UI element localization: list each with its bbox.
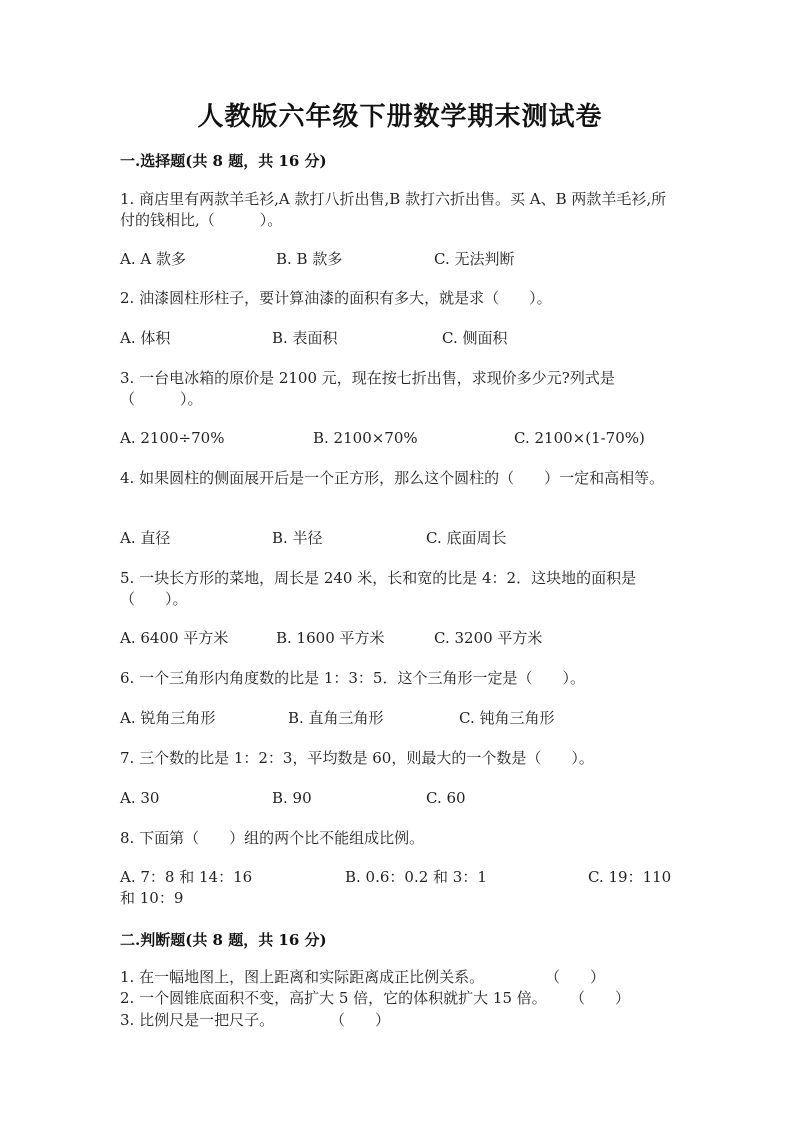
q6-option-a[interactable]: A. 锐角三角形 [120,709,216,727]
question-8: 8. 下面第（ ）组的两个比不能组成比例。 [120,829,425,847]
question-4: 4. 如果圆柱的侧面展开后是一个正方形，那么这个圆柱的（ ）一定和高相等。 [120,469,665,487]
q7-option-c[interactable]: C. 60 [426,789,466,807]
judgement-item-3: 3. 比例尺是一把尺子。 [120,1011,275,1029]
q4-option-a[interactable]: A. 直径 [120,529,171,547]
q8-option-b[interactable]: B. 0.6：0.2 和 3：1 [345,868,487,886]
q5-option-c[interactable]: C. 3200 平方米 [434,629,543,647]
section-heading-choice: 一.选择题(共 8 题，共 16 分) [120,152,327,170]
judgement-answer-3[interactable]: （ ） [330,1011,391,1029]
question-7: 7. 三个数的比是 1：2：3，平均数是 60，则最大的一个数是（ ）。 [120,749,594,767]
judgement-item-2: 2. 一个圆锥底面积不变，高扩大 5 倍，它的体积就扩大 15 倍。 [120,989,547,1007]
q4-option-c[interactable]: C. 底面周长 [426,529,507,547]
question-6: 6. 一个三角形内角度数的比是 1：3：5．这个三角形一定是（ ）。 [120,669,585,687]
question-5: 5. 一块长方形的菜地，周长是 240 米，长和宽的比是 4：2．这块地的面积是（ ）。 [120,569,637,608]
q1-option-c[interactable]: C. 无法判断 [434,250,515,268]
judgement-answer-1[interactable]: （ ） [545,968,606,986]
q1-option-a[interactable]: A. A 款多 [120,250,186,268]
q3-option-c[interactable]: C. 2100×(1-70%) [514,429,645,447]
q4-option-b[interactable]: B. 半径 [272,529,323,547]
q2-option-a[interactable]: A. 体积 [120,329,171,347]
page-title: 人教版六年级下册数学期末测试卷 [197,102,603,132]
q6-option-c[interactable]: C. 钝角三角形 [459,709,555,727]
q7-option-a[interactable]: A. 30 [120,789,160,807]
question-1: 1. 商店里有两款羊毛衫,A 款打八折出售,B 款打六折出售。买 A、B 两款羊毛衫,所付的钱相比,（ ）。 [120,190,667,229]
q2-option-c[interactable]: C. 侧面积 [442,329,508,347]
q6-option-b[interactable]: B. 直角三角形 [288,709,384,727]
q1-option-b[interactable]: B. B 款多 [276,250,343,268]
q8-option-c[interactable]: C. 19：110 [588,868,672,886]
q3-option-b[interactable]: B. 2100×70% [313,429,418,447]
q2-option-b[interactable]: B. 表面积 [272,329,338,347]
judgement-answer-2[interactable]: （ ） [570,989,631,1007]
q5-option-a[interactable]: A. 6400 平方米 [120,629,229,647]
q8-option-a[interactable]: A. 7：8 和 14：16 [120,868,253,886]
question-3: 3. 一台电冰箱的原价是 2100 元，现在按七折出售，求现价多少元?列式是（ ）。 [120,369,615,408]
judgement-item-1: 1. 在一幅地图上，图上距离和实际距离成正比例关系。 [120,968,485,986]
q7-option-b[interactable]: B. 90 [272,789,312,807]
q8-option-c-continued: 和 10：9 [120,889,184,907]
q5-option-b[interactable]: B. 1600 平方米 [276,629,385,647]
q3-option-a[interactable]: A. 2100÷70% [120,429,225,447]
question-2: 2. 油漆圆柱形柱子，要计算油漆的面积有多大，就是求（ ）。 [120,289,552,307]
section-heading-judgement: 二.判断题(共 8 题，共 16 分) [120,931,327,949]
